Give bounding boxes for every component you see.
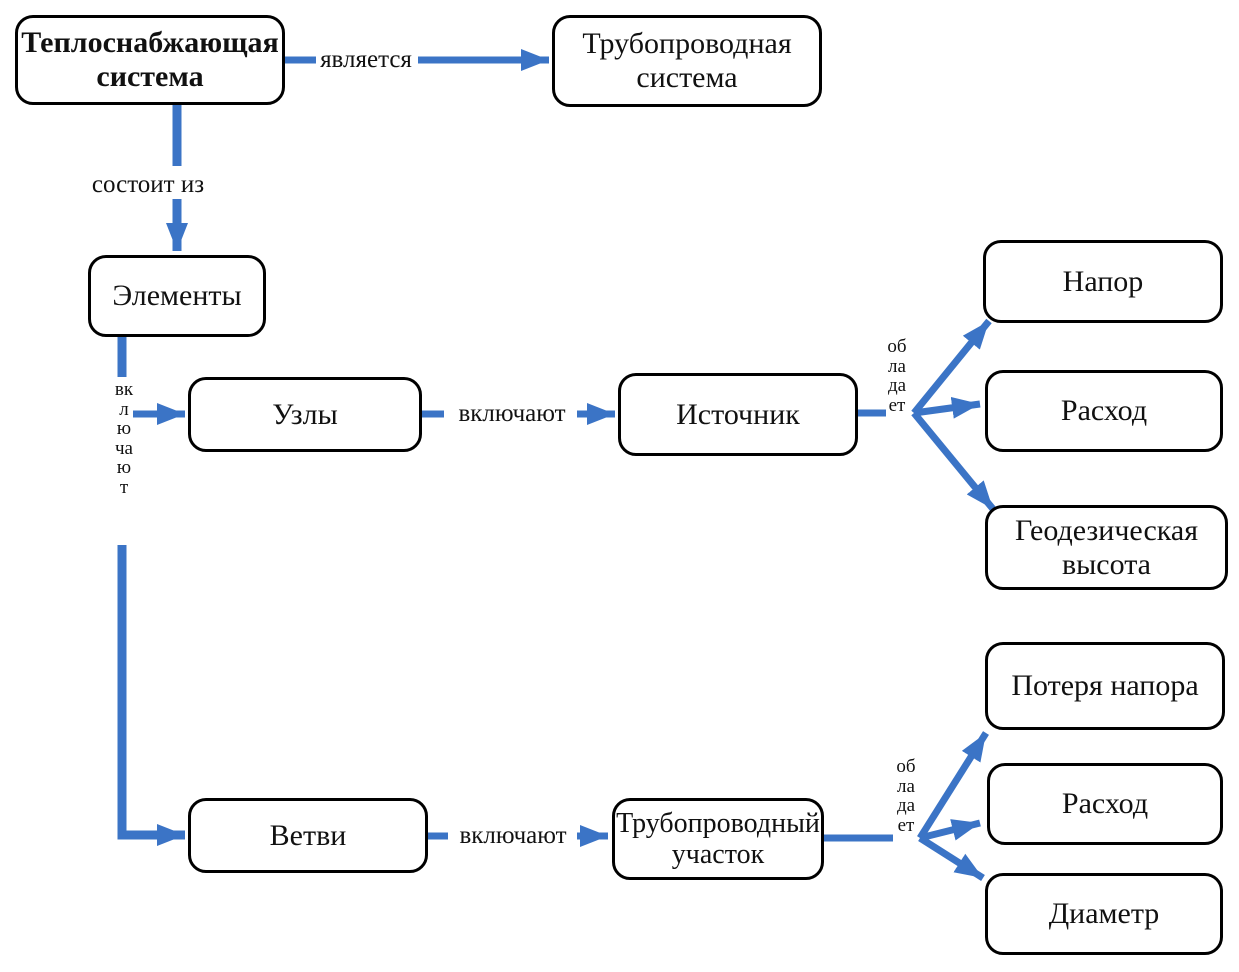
node-vetvi-label: Ветви — [269, 818, 347, 852]
edge-has-poterya-arrow — [920, 733, 986, 838]
edge-has-geo-arrow — [914, 413, 993, 509]
node-heat-system-label: Теплоснабжающая система — [21, 26, 279, 93]
node-uzly — [188, 377, 422, 452]
edge-label-consists-of: состоит из — [91, 171, 205, 198]
edge-has-diametr-arrow — [920, 838, 983, 878]
node-geo-height — [985, 505, 1228, 590]
node-poterya-napora — [985, 642, 1225, 730]
node-geo-height-label: Геодезическая высота — [1014, 513, 1199, 581]
node-pipe-system — [552, 15, 822, 107]
node-pipe-section-label: Трубопроводный участок — [616, 807, 820, 870]
node-napor — [983, 240, 1223, 323]
edge-label-branches-include: включают — [459, 822, 567, 849]
node-uzly-label: Узлы — [272, 397, 338, 431]
edge-has-napor-arrow — [914, 321, 989, 413]
node-diametr-label: Диаметр — [1048, 897, 1160, 931]
node-napor-label: Напор — [1062, 264, 1144, 298]
edge-include-to-vetvi-arrow — [122, 545, 185, 835]
edge-label-nodes-include: включают — [458, 400, 566, 427]
node-rashod-top — [985, 370, 1223, 452]
edge-has-rashod-bottom-arrow — [920, 823, 980, 838]
node-pipe-section — [612, 798, 824, 880]
node-diametr — [985, 873, 1223, 955]
node-source-label: Источник — [676, 397, 800, 431]
edge-has-rashod-top-arrow — [914, 404, 980, 413]
edge-label-is-a: является — [320, 46, 412, 73]
node-rashod-bottom-label: Расход — [1061, 787, 1149, 821]
edge-label-include-vertical: включают — [114, 379, 134, 498]
node-vetvi — [188, 798, 428, 873]
node-source — [618, 373, 858, 456]
edge-label-has-bottom: обладает — [896, 756, 916, 836]
edge-label-has-top: обладает — [887, 336, 907, 416]
node-rashod-bottom — [987, 763, 1223, 845]
node-heat-system — [15, 15, 285, 105]
node-pipe-system-label: Трубопроводная система — [582, 27, 792, 94]
node-poterya-napora-label: Потеря напора — [1011, 669, 1199, 703]
node-rashod-top-label: Расход — [1060, 394, 1148, 428]
node-elements — [88, 255, 266, 337]
node-elements-label: Элементы — [112, 279, 242, 313]
